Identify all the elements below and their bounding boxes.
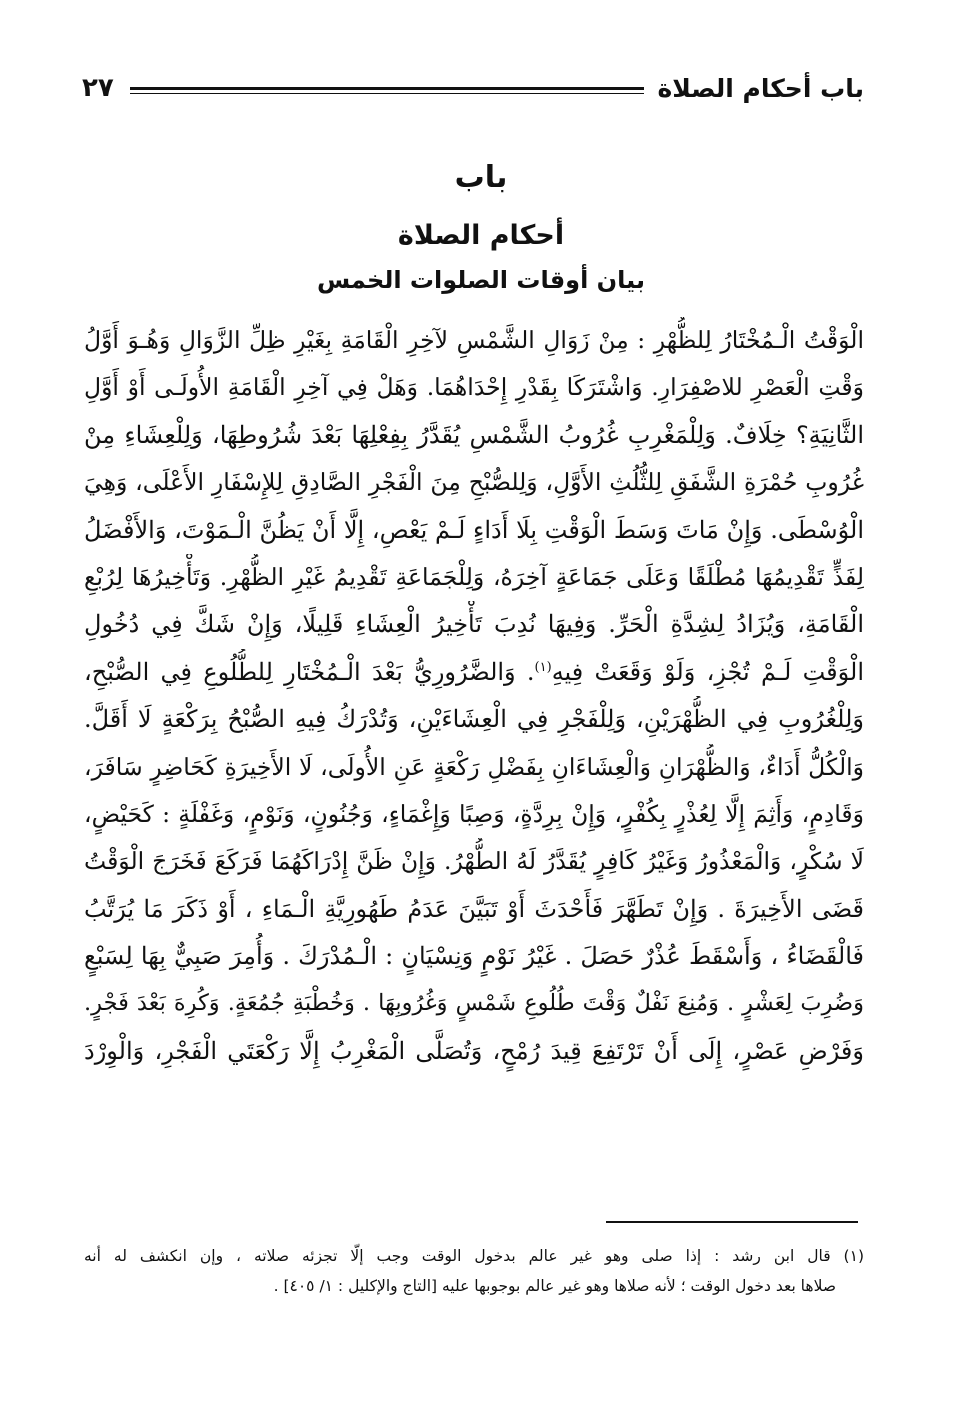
text-line: الْوَقْتُ الْـمُخْتَارُ لِلظُّهْرِ : مِنْ زَوَالِ الشَّمْسِ لآخِرِ الْقَامَةِ بِغَيْرِ ظِلِّ الزَّوَالِ وَهُـوَ أَوَّلُ — [84, 326, 864, 354]
text-line: قَضَى الأَخِيرَةَ . وَإِنْ تَطَهَّرَ فَأَحْدَثَ أَوْ تَبَيَّنَ عَدَمُ طَهُورِيَّةِ الْـمَاءِ ، أَوْ ذَكَرَ مَا يُرَتَّبُ — [84, 894, 864, 923]
footnotes — [84, 1241, 864, 1301]
text-line: وَلِلْغُرُوبِ فِي الظُّهْرَيْنِ، وَلِلْفَجْرِ فِي الْعِشَاءَيْنِ، وَتُدْرَكُ فِيهِ الصُّبْحُ بِرَكْعَةٍ لَا أَقَلَّ. — [84, 705, 864, 734]
text-line: وَفَرْضِ عَصْرٍ، إِلَى أَنْ تَرْتَفِعَ قِيدَ رُمْحٍ، وَتُصَلَّى الْمَغْرِبُ إِلَّا رَكْعَتَي الْفَجْرِ، وَالْوِرْدَ — [84, 1036, 864, 1065]
text-line: وَضُرِبَ لِعَشْرٍ . وَمُنِعَ نَفْلٌ وَقْتَ طُلُوعِ شَمْسٍ وَغُرُوبِهَا . وَخُطْبَةِ جُمُعَةٍ. وَكُرِهَ بَعْدَ فَجْرٍ. — [84, 990, 864, 1017]
text-line: لِفَذٍّ تَقْدِيمُهَا مُطْلَقًا وَعَلَى جَمَاعَةٍ آخِرَهُ، وَلِلْجَمَاعَةِ تَقْدِيمُ غَيْرِ الظُّهْرِ. وَتَأْخِيرُهَا لِرُبْعِ — [84, 562, 864, 591]
text-line: وَالْكُلُّ أَدَاءٌ، وَالظُّهْرَانِ وَالْعِشَاءَانِ بِفَضْلِ رَكْعَةٍ عَنِ الأُولَى، لَا الأَخِيرَةِ كَحَاضِرٍ سَافَرَ، — [84, 752, 864, 781]
footnote-reference[interactable]: (١) — [534, 659, 552, 675]
text-line: الثَّانِيَةِ؟ خِلَافٌ. وَلِلْمَغْرِبِ غُرُوبُ الشَّمْسِ يُقَدَّرُ بِفِعْلِهَا بَعْدَ شُرُوطِهَا، وَلِلْعِشَاءِ مِنْ — [84, 420, 864, 449]
text-line: الْقَامَةِ، وَيُزَادُ لِشِدَّةِ الْحَرِّ. وَفِيهَا نُدِبَ تَأْخِيرُ الْعِشَاءِ قَلِيلًا، وَإِنْ شَكَّ فِي دُخُولِ — [84, 610, 864, 639]
heading-bayan: بيان أوقات الصلوات الخمس — [317, 266, 645, 294]
chapter-title: باب أحكام الصلاة — [657, 73, 864, 103]
heading-ahkam: أحكام الصلاة — [397, 220, 565, 251]
text-line: فَالْقَضَاءُ ، وَأَسْقَطَ عُذْرٌ حَصَلَ . غَيْرُ نَوْمٍ وَنِسْيَانٍ : الْـمُدْرَكَ . وَأُمِرَ صَبِيٌّ بِهَا لِسَبْعٍ — [84, 942, 864, 971]
text-line: وَقْتِ الْعَصْرِ للاصْفِرَارِ. وَاشْتَرَكَا بِقَدْرِ إِحْدَاهُمَا. وَهَلْ فِي آخِرِ الْقَامَةِ الأُولَـى أَوْ أَوَّلِ — [84, 373, 864, 402]
text-segment: . وَالضَّرُورِيُّ بَعْدَ الْـمُخْتَارِ لِلطُّلُوعِ فِي الصُّبْحِ، — [84, 657, 535, 686]
footnote-separator — [606, 1221, 858, 1223]
text-line: وَقَادِمٍ، وَأَثِمَ إِلَّا لِعُذْرٍ بِكُفْرٍ، وَإِنْ بِرِدَّةٍ، وَصِبًا وَإِغْمَاءٍ، وَجُنُونٍ، وَنَوْمٍ، وَغَفْلَةٍ : كَحَيْضٍ، — [84, 799, 864, 828]
text-line: الْوُسْطَى. وَإِنْ مَاتَ وَسَطَ الْوَقْتِ بِلَا أَدَاءٍ لَـمْ يَعْصِ، إِلَّا أَنْ يَظُنَّ الْـمَوْتَ، وَالأَفْضَلُ — [84, 515, 864, 544]
text-line: غُرُوبِ حُمْرَةِ الشَّفَقِ لِلثُّلُثِ الأَوَّلِ، وَلِلصُّبْحِ مِنَ الْفَجْرِ الصَّادِقِ لِلإِسْفَارِ الأَعْلَى، وَهِيَ — [84, 468, 864, 497]
text-segment: الْوَقْتِ لَـمْ تُجْزِ، وَلَوْ وَقَعَتْ فِيهِ — [551, 657, 864, 686]
text-line-with-footnote — [84, 649, 864, 696]
footnote-line: صلاها بعد دخول الوقت ؛ لأنه صلاها وهو غير عالم بوجوبها عليه [التاج والإكليل : ١/ ٤٠٥] . — [273, 1277, 836, 1295]
footnote-line: (١) قال ابن رشد : إذا صلى وهو غير عالم بدخول الوقت وجب إلّا تجزئه صلاته ، وإن انكشف له أنه — [84, 1247, 864, 1265]
running-header — [82, 68, 864, 108]
heading-bab: باب — [454, 160, 508, 195]
page-number: ٢٧ — [82, 73, 114, 103]
main-text — [84, 317, 864, 1075]
text-line: لَا سُكْرٍ، وَالْمَعْذُورُ وَغَيْرُ كَافِرٍ يُقَدَّرُ لَهُ الطُّهْرُ. وَإِنْ ظَنَّ إِدْرَاكَهُمَا فَرَكَعَ فَخَرَجَ الْوَقْتُ — [84, 847, 864, 876]
header-rule — [130, 87, 644, 94]
